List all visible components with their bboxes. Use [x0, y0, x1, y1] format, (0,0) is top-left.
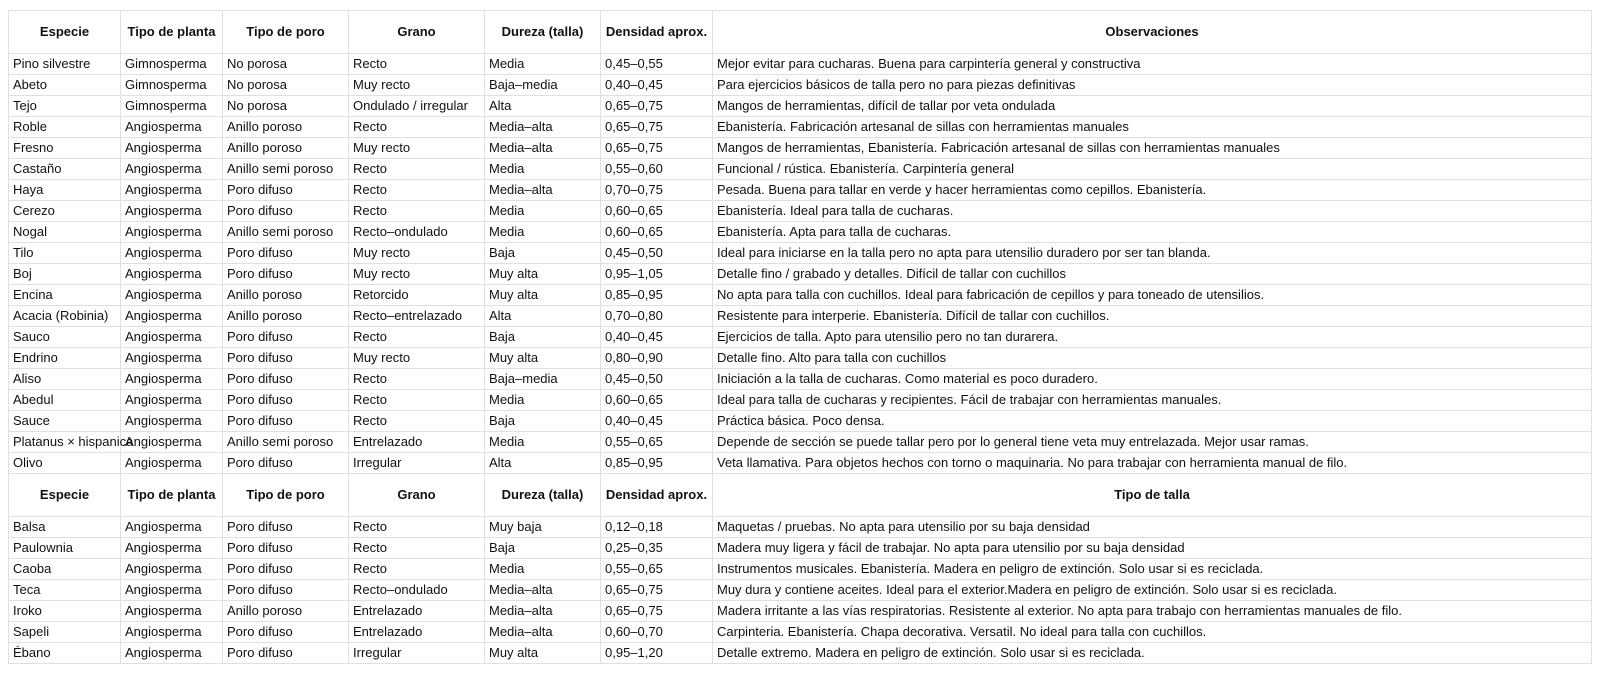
cell-tipo-planta: Angiosperma: [121, 580, 223, 601]
table-row: [9, 264, 1592, 285]
cell-densidad: 0,85–0,95: [601, 453, 713, 474]
cell-tipo-poro: Poro difuso: [223, 327, 349, 348]
cell-grano: Recto–ondulado: [349, 222, 485, 243]
cell-densidad: 0,55–0,60: [601, 159, 713, 180]
cell-especie: Acacia (Robinia): [9, 306, 121, 327]
cell-densidad: 0,60–0,65: [601, 201, 713, 222]
cell-grano: Recto: [349, 538, 485, 559]
table-row: [9, 243, 1592, 264]
cell-tipo-poro: Poro difuso: [223, 559, 349, 580]
cell-dureza: Muy alta: [485, 285, 601, 306]
cell-especie: Sauco: [9, 327, 121, 348]
cell-especie: Aliso: [9, 369, 121, 390]
cell-tipo-planta: Angiosperma: [121, 559, 223, 580]
cell-tipo-poro: Poro difuso: [223, 453, 349, 474]
cell-tipo-planta: Angiosperma: [121, 180, 223, 201]
cell-tipo-poro: No porosa: [223, 96, 349, 117]
cell-observaciones: Maquetas / pruebas. No apta para utensilio por su baja densidad: [713, 517, 1592, 538]
cell-observaciones: Muy dura y contiene aceites. Ideal para el exterior.Madera en peligro de extinción. Solo usar si es reciclada.: [713, 580, 1592, 601]
cell-observaciones: Detalle fino / grabado y detalles. Difícil de tallar con cuchillos: [713, 264, 1592, 285]
cell-tipo-planta: Angiosperma: [121, 432, 223, 453]
table-row: [9, 159, 1592, 180]
cell-especie: Boj: [9, 264, 121, 285]
cell-tipo-poro: Poro difuso: [223, 180, 349, 201]
cell-grano: Recto: [349, 559, 485, 580]
cell-tipo-planta: Angiosperma: [121, 327, 223, 348]
cell-densidad: 0,40–0,45: [601, 75, 713, 96]
cell-dureza: Media–alta: [485, 580, 601, 601]
table-row: [9, 643, 1592, 664]
table-row: [9, 538, 1592, 559]
cell-observaciones: Resistente para interperie. Ebanistería. Difícil de tallar con cuchillos.: [713, 306, 1592, 327]
cell-especie: Iroko: [9, 601, 121, 622]
cell-especie: Nogal: [9, 222, 121, 243]
table-row: [9, 580, 1592, 601]
cell-tipo-planta: Angiosperma: [121, 390, 223, 411]
cell-tipo-planta: Angiosperma: [121, 601, 223, 622]
cell-grano: Recto: [349, 411, 485, 432]
table-row: [9, 348, 1592, 369]
cell-especie: Caoba: [9, 559, 121, 580]
table1-header-row: [9, 11, 1592, 54]
column-header-observaciones: Observaciones: [713, 11, 1592, 54]
cell-observaciones: Depende de sección se puede tallar pero por lo general tiene veta muy entrelazada. Mejor usar ramas.: [713, 432, 1592, 453]
cell-tipo-poro: Poro difuso: [223, 264, 349, 285]
cell-densidad: 0,40–0,45: [601, 327, 713, 348]
cell-dureza: Media–alta: [485, 601, 601, 622]
cell-tipo-planta: Gimnosperma: [121, 54, 223, 75]
cell-grano: Recto: [349, 517, 485, 538]
wood-species-table: [8, 10, 1592, 664]
cell-tipo-planta: Angiosperma: [121, 306, 223, 327]
table-row: [9, 601, 1592, 622]
cell-dureza: Alta: [485, 306, 601, 327]
cell-especie: Endrino: [9, 348, 121, 369]
cell-densidad: 0,65–0,75: [601, 138, 713, 159]
cell-tipo-poro: Anillo poroso: [223, 138, 349, 159]
cell-densidad: 0,95–1,20: [601, 643, 713, 664]
cell-densidad: 0,65–0,75: [601, 601, 713, 622]
cell-especie: Encina: [9, 285, 121, 306]
cell-dureza: Media–alta: [485, 117, 601, 138]
cell-grano: Recto–entrelazado: [349, 306, 485, 327]
cell-grano: Recto: [349, 369, 485, 390]
cell-tipo-poro: Poro difuso: [223, 643, 349, 664]
cell-tipo-planta: Gimnosperma: [121, 75, 223, 96]
table-row: [9, 222, 1592, 243]
cell-grano: Recto: [349, 180, 485, 201]
cell-grano: Recto: [349, 201, 485, 222]
cell-grano: Irregular: [349, 643, 485, 664]
cell-grano: Recto–ondulado: [349, 580, 485, 601]
cell-tipo-planta: Angiosperma: [121, 643, 223, 664]
cell-densidad: 0,55–0,65: [601, 432, 713, 453]
cell-tipo-poro: Poro difuso: [223, 517, 349, 538]
cell-dureza: Muy alta: [485, 348, 601, 369]
table-row: [9, 180, 1592, 201]
cell-tipo-poro: Poro difuso: [223, 390, 349, 411]
column-header-tipo-planta: Tipo de planta: [121, 11, 223, 54]
cell-observaciones: Mangos de herramientas, Ebanistería. Fabricación artesanal de sillas con herramientas manuales: [713, 138, 1592, 159]
cell-grano: Recto: [349, 117, 485, 138]
cell-especie: Sapeli: [9, 622, 121, 643]
cell-tipo-poro: Poro difuso: [223, 411, 349, 432]
table-row: [9, 306, 1592, 327]
cell-dureza: Media: [485, 201, 601, 222]
cell-densidad: 0,60–0,65: [601, 222, 713, 243]
cell-grano: Recto: [349, 54, 485, 75]
cell-dureza: Baja–media: [485, 75, 601, 96]
cell-tipo-poro: Poro difuso: [223, 580, 349, 601]
cell-observaciones: No apta para talla con cuchillos. Ideal para fabricación de cepillos y para toneado de utensilios.: [713, 285, 1592, 306]
cell-tipo-poro: Anillo semi poroso: [223, 159, 349, 180]
cell-tipo-planta: Angiosperma: [121, 264, 223, 285]
table-row: [9, 117, 1592, 138]
cell-dureza: Media: [485, 559, 601, 580]
table-row: [9, 327, 1592, 348]
cell-tipo-poro: Poro difuso: [223, 201, 349, 222]
cell-densidad: 0,60–0,70: [601, 622, 713, 643]
cell-especie: Fresno: [9, 138, 121, 159]
cell-especie: Pino silvestre: [9, 54, 121, 75]
cell-grano: Muy recto: [349, 348, 485, 369]
cell-observaciones: Carpinteria. Ebanistería. Chapa decorativa. Versatil. No ideal para talla con cuchillos.: [713, 622, 1592, 643]
table-row: [9, 285, 1592, 306]
cell-grano: Muy recto: [349, 75, 485, 96]
table-row: [9, 411, 1592, 432]
table-row: [9, 390, 1592, 411]
cell-tipo-poro: Anillo poroso: [223, 601, 349, 622]
cell-dureza: Muy alta: [485, 264, 601, 285]
cell-observaciones: Madera irritante a las vías respiratorias. Resistente al exterior. No apta para trabajo con herramientas manuales de filo.: [713, 601, 1592, 622]
cell-densidad: 0,65–0,75: [601, 96, 713, 117]
cell-densidad: 0,80–0,90: [601, 348, 713, 369]
cell-dureza: Alta: [485, 453, 601, 474]
column-header-tipo-planta: Tipo de planta: [121, 474, 223, 517]
cell-grano: Recto: [349, 327, 485, 348]
cell-densidad: 0,45–0,50: [601, 243, 713, 264]
cell-densidad: 0,65–0,75: [601, 580, 713, 601]
table-row: [9, 96, 1592, 117]
cell-tipo-planta: Gimnosperma: [121, 96, 223, 117]
cell-dureza: Media: [485, 54, 601, 75]
column-header-observaciones: Tipo de talla: [713, 474, 1592, 517]
cell-tipo-poro: Anillo semi poroso: [223, 432, 349, 453]
cell-grano: Entrelazado: [349, 622, 485, 643]
cell-especie: Haya: [9, 180, 121, 201]
cell-observaciones: Madera muy ligera y fácil de trabajar. No apta para utensilio por su baja densidad: [713, 538, 1592, 559]
cell-tipo-poro: Poro difuso: [223, 369, 349, 390]
cell-grano: Muy recto: [349, 243, 485, 264]
cell-dureza: Muy alta: [485, 643, 601, 664]
cell-dureza: Baja: [485, 411, 601, 432]
cell-dureza: Baja: [485, 243, 601, 264]
cell-densidad: 0,45–0,50: [601, 369, 713, 390]
cell-dureza: Media–alta: [485, 622, 601, 643]
cell-especie: Balsa: [9, 517, 121, 538]
cell-observaciones: Instrumentos musicales. Ebanistería. Madera en peligro de extinción. Solo usar si es reciclada.: [713, 559, 1592, 580]
cell-observaciones: Ejercicios de talla. Apto para utensilio pero no tan durarera.: [713, 327, 1592, 348]
cell-densidad: 0,45–0,55: [601, 54, 713, 75]
cell-tipo-planta: Angiosperma: [121, 222, 223, 243]
column-header-grano: Grano: [349, 11, 485, 54]
table-row: [9, 369, 1592, 390]
cell-tipo-poro: Anillo poroso: [223, 285, 349, 306]
cell-grano: Recto: [349, 390, 485, 411]
cell-tipo-planta: Angiosperma: [121, 622, 223, 643]
cell-tipo-poro: Anillo poroso: [223, 117, 349, 138]
table2-header-row: [9, 474, 1592, 517]
cell-grano: Recto: [349, 159, 485, 180]
cell-dureza: Media: [485, 222, 601, 243]
cell-densidad: 0,95–1,05: [601, 264, 713, 285]
cell-observaciones: Mejor evitar para cucharas. Buena para carpintería general y constructiva: [713, 54, 1592, 75]
cell-tipo-poro: Poro difuso: [223, 622, 349, 643]
cell-densidad: 0,70–0,75: [601, 180, 713, 201]
cell-dureza: Media–alta: [485, 138, 601, 159]
cell-tipo-planta: Angiosperma: [121, 243, 223, 264]
cell-observaciones: Funcional / rústica. Ebanistería. Carpintería general: [713, 159, 1592, 180]
cell-dureza: Alta: [485, 96, 601, 117]
cell-tipo-planta: Angiosperma: [121, 411, 223, 432]
table-row: [9, 75, 1592, 96]
cell-dureza: Media–alta: [485, 180, 601, 201]
table-row: [9, 622, 1592, 643]
cell-tipo-planta: Angiosperma: [121, 159, 223, 180]
cell-tipo-planta: Angiosperma: [121, 348, 223, 369]
cell-dureza: Muy baja: [485, 517, 601, 538]
cell-especie: Ébano: [9, 643, 121, 664]
cell-observaciones: Detalle extremo. Madera en peligro de extinción. Solo usar si es reciclada.: [713, 643, 1592, 664]
table-row: [9, 559, 1592, 580]
cell-especie: Tejo: [9, 96, 121, 117]
cell-dureza: Media: [485, 432, 601, 453]
cell-grano: Irregular: [349, 453, 485, 474]
column-header-densidad: Densidad aprox.: [601, 474, 713, 517]
cell-tipo-poro: Anillo poroso: [223, 306, 349, 327]
cell-tipo-poro: No porosa: [223, 75, 349, 96]
cell-observaciones: Ebanistería. Apta para talla de cucharas.: [713, 222, 1592, 243]
cell-grano: Entrelazado: [349, 601, 485, 622]
column-header-tipo-poro: Tipo de poro: [223, 11, 349, 54]
column-header-dureza: Dureza (talla): [485, 474, 601, 517]
cell-densidad: 0,60–0,65: [601, 390, 713, 411]
column-header-tipo-poro: Tipo de poro: [223, 474, 349, 517]
cell-dureza: Media: [485, 159, 601, 180]
cell-dureza: Media: [485, 390, 601, 411]
cell-especie: Sauce: [9, 411, 121, 432]
cell-dureza: Baja–media: [485, 369, 601, 390]
column-header-especie: Especie: [9, 474, 121, 517]
cell-grano: Ondulado / irregular: [349, 96, 485, 117]
cell-especie: Castaño: [9, 159, 121, 180]
cell-observaciones: Ideal para iniciarse en la talla pero no apta para utensilio duradero por ser tan blanda.: [713, 243, 1592, 264]
cell-tipo-poro: Poro difuso: [223, 538, 349, 559]
cell-grano: Muy recto: [349, 264, 485, 285]
cell-tipo-planta: Angiosperma: [121, 517, 223, 538]
cell-dureza: Baja: [485, 538, 601, 559]
cell-tipo-poro: Poro difuso: [223, 243, 349, 264]
cell-especie: Abeto: [9, 75, 121, 96]
column-header-grano: Grano: [349, 474, 485, 517]
cell-densidad: 0,25–0,35: [601, 538, 713, 559]
table-row: [9, 54, 1592, 75]
cell-tipo-planta: Angiosperma: [121, 201, 223, 222]
cell-especie: Paulownia: [9, 538, 121, 559]
cell-grano: Retorcido: [349, 285, 485, 306]
cell-especie: Cerezo: [9, 201, 121, 222]
column-header-densidad: Densidad aprox.: [601, 11, 713, 54]
cell-observaciones: Detalle fino. Alto para talla con cuchillos: [713, 348, 1592, 369]
column-header-dureza: Dureza (talla): [485, 11, 601, 54]
cell-tipo-poro: Poro difuso: [223, 348, 349, 369]
cell-grano: Muy recto: [349, 138, 485, 159]
cell-observaciones: Mangos de herramientas, difícil de tallar por veta ondulada: [713, 96, 1592, 117]
cell-densidad: 0,70–0,80: [601, 306, 713, 327]
cell-tipo-poro: No porosa: [223, 54, 349, 75]
cell-observaciones: Práctica básica. Poco densa.: [713, 411, 1592, 432]
cell-densidad: 0,85–0,95: [601, 285, 713, 306]
cell-tipo-planta: Angiosperma: [121, 369, 223, 390]
table-row: [9, 453, 1592, 474]
cell-densidad: 0,55–0,65: [601, 559, 713, 580]
cell-densidad: 0,40–0,45: [601, 411, 713, 432]
cell-tipo-planta: Angiosperma: [121, 453, 223, 474]
cell-observaciones: Veta llamativa. Para objetos hechos con torno o maquinaria. No para trabajar con herramienta manual de filo.: [713, 453, 1592, 474]
cell-observaciones: Para ejercicios básicos de talla pero no para piezas definitivas: [713, 75, 1592, 96]
cell-especie: Roble: [9, 117, 121, 138]
cell-observaciones: Pesada. Buena para tallar en verde y hacer herramientas como cepillos. Ebanistería.: [713, 180, 1592, 201]
table-row: [9, 201, 1592, 222]
cell-especie: Tilo: [9, 243, 121, 264]
table-row: [9, 517, 1592, 538]
cell-tipo-planta: Angiosperma: [121, 117, 223, 138]
cell-observaciones: Ideal para talla de cucharas y recipientes. Fácil de trabajar con herramientas manuales.: [713, 390, 1592, 411]
cell-observaciones: Iniciación a la talla de cucharas. Como material es poco duradero.: [713, 369, 1592, 390]
column-header-especie: Especie: [9, 11, 121, 54]
cell-densidad: 0,12–0,18: [601, 517, 713, 538]
cell-grano: Entrelazado: [349, 432, 485, 453]
cell-observaciones: Ebanistería. Fabricación artesanal de sillas con herramientas manuales: [713, 117, 1592, 138]
cell-densidad: 0,65–0,75: [601, 117, 713, 138]
cell-tipo-poro: Anillo semi poroso: [223, 222, 349, 243]
cell-tipo-planta: Angiosperma: [121, 138, 223, 159]
cell-dureza: Baja: [485, 327, 601, 348]
table-row: [9, 138, 1592, 159]
cell-tipo-planta: Angiosperma: [121, 538, 223, 559]
cell-tipo-planta: Angiosperma: [121, 285, 223, 306]
cell-especie: Abedul: [9, 390, 121, 411]
cell-observaciones: Ebanistería. Ideal para talla de cucharas.: [713, 201, 1592, 222]
cell-especie: Teca: [9, 580, 121, 601]
cell-especie: Olivo: [9, 453, 121, 474]
table-row: [9, 432, 1592, 453]
cell-especie: Platanus × hispanica: [9, 432, 121, 453]
